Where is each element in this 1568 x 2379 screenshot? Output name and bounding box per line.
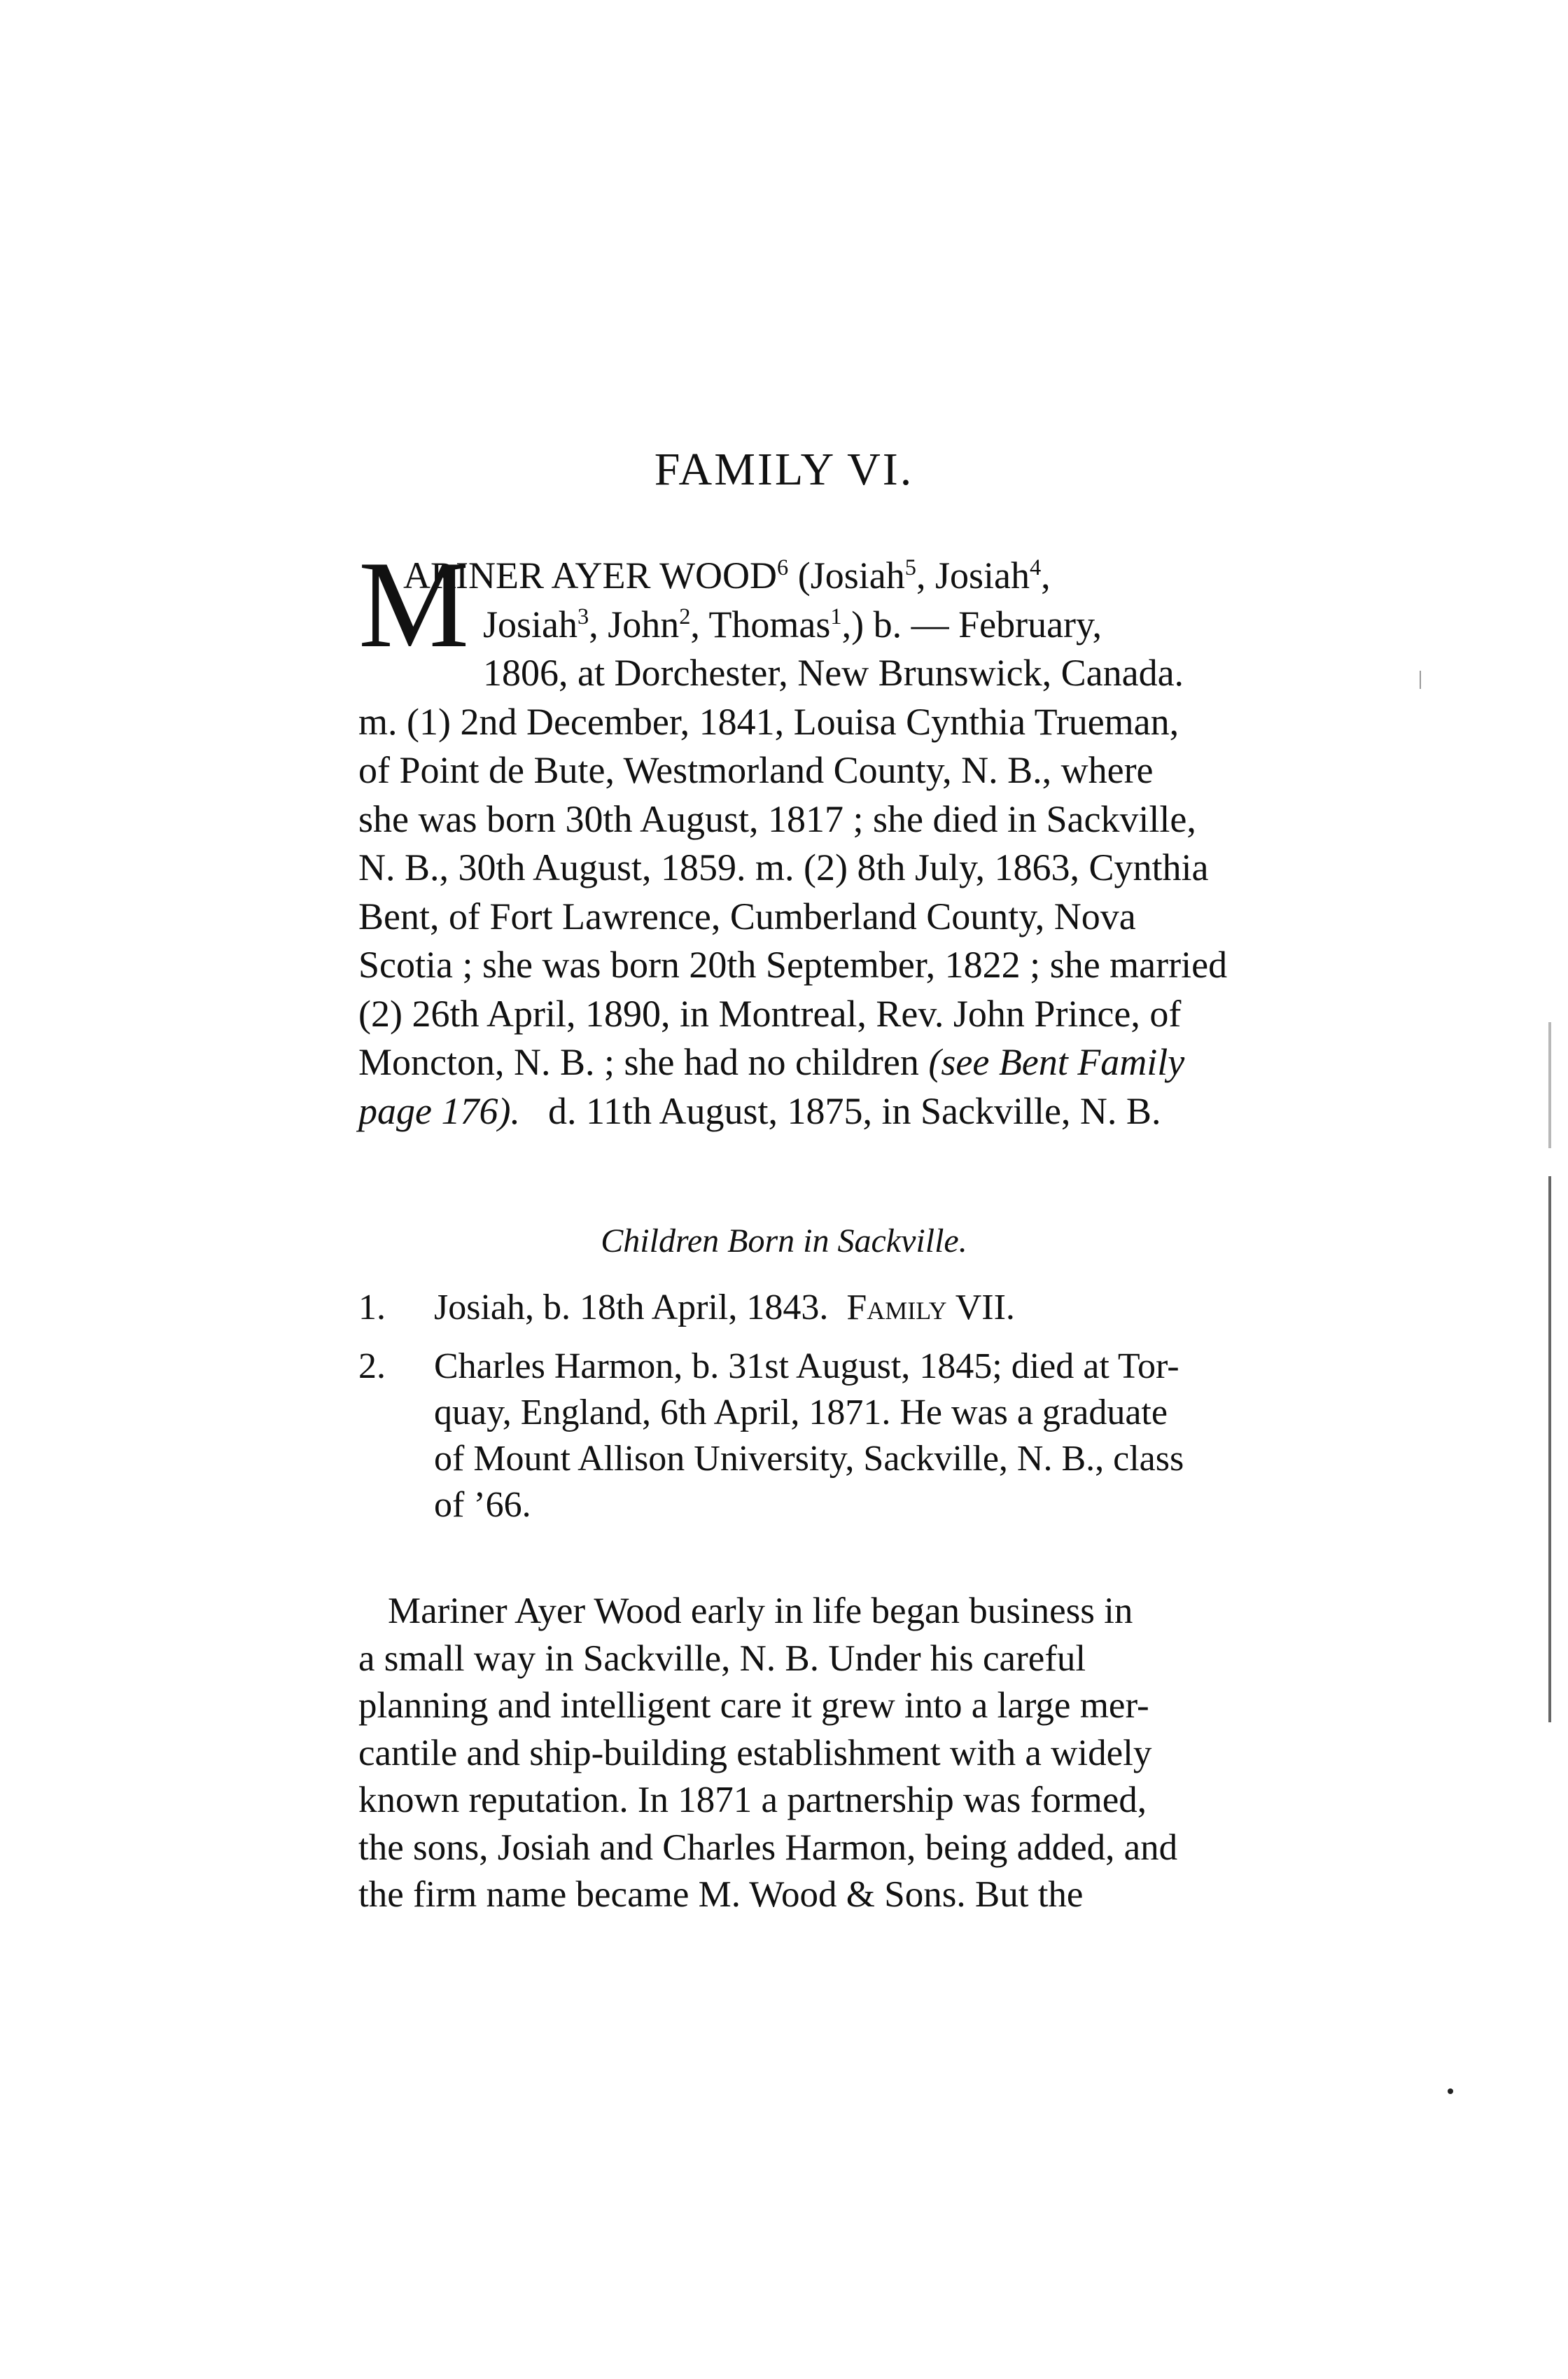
entry-line-5-text: of Point de Bute, Westmorland County, N. B., where	[358, 749, 1154, 791]
entry-line-10	[358, 990, 1338, 1039]
drop-cap: M	[358, 535, 470, 674]
entry-line-2-text: Josiah$^3$, John$^2$, Thomas$^1$,) b. — February,	[483, 603, 1102, 646]
entry-line-6	[358, 795, 1338, 844]
entry-line-3-text: 1806, at Dorchester, New Brunswick, Canada.	[483, 652, 1184, 694]
entry-line-1-text: ARINER AYER WOOD$^6$ (Josiah$^5$, Josiah$^4$,	[403, 554, 1051, 597]
scan-speck	[1448, 2088, 1453, 2094]
list-item-line: of Mount Allison University, Sackville, N. B., class	[434, 1439, 1184, 1479]
entry-line-5	[358, 746, 1338, 795]
paragraph-line: known reputation. In 1871 a partnership was formed,	[358, 1780, 1147, 1820]
narrative-paragraph	[358, 1588, 1338, 1919]
entry-line-11	[358, 1038, 1338, 1087]
entry-line-8-text: Bent, of Fort Lawrence, Cumberland County, Nova	[358, 895, 1136, 937]
entry-line-7-text: N. B., 30th August, 1859. m. (2) 8th July, 1863, Cynthia	[358, 846, 1209, 888]
list-item	[358, 1285, 1338, 1331]
list-item-text: Josiah, b. 18th April, 1843. Family VII.	[434, 1285, 1338, 1331]
entry-line-4	[358, 698, 1338, 747]
entry-line-6-text: she was born 30th August, 1817 ; she died in Sackville,	[358, 797, 1196, 840]
scan-mark	[1420, 671, 1421, 689]
entry-line-9	[358, 941, 1338, 990]
scan-edge-shadow	[1548, 1022, 1551, 1148]
paragraph-line: planning and intelligent care it grew into a large mer-	[358, 1685, 1149, 1726]
bent-family-reference: (see Bent Family	[928, 1041, 1185, 1083]
entry-line-1	[358, 552, 1338, 601]
list-item-number: 2.	[358, 1346, 386, 1386]
entry-line-2	[358, 601, 1338, 650]
children-list	[358, 1285, 1338, 1541]
family-entry	[358, 535, 1338, 1136]
paragraph-line: the firm name became M. Wood & Sons. But the	[358, 1874, 1084, 1915]
death-record: d. 11th August, 1875, in Sackville, N. B.	[547, 1089, 1161, 1132]
paragraph-line: cantile and ship-building establishment with a widely	[358, 1732, 1152, 1773]
entry-line-3	[358, 649, 1338, 698]
entry-line-11-text: Moncton, N. B. ; she had no children (see Bent Family	[358, 1041, 1185, 1083]
entry-line-12	[358, 1087, 1338, 1136]
list-item	[358, 1344, 1338, 1528]
scan-edge-shadow	[1548, 1176, 1551, 1722]
list-item-line: of ’66.	[434, 1485, 531, 1525]
children-heading: Children Born in Sackville.	[601, 1222, 967, 1260]
page-reference: page 176).	[358, 1089, 520, 1132]
entry-line-8	[358, 893, 1338, 942]
entry-line-7	[358, 844, 1338, 893]
list-item-number: 1.	[358, 1288, 386, 1327]
family-reference: Family VII.	[846, 1288, 1015, 1327]
list-item-line: quay, England, 6th April, 1871. He was a graduate	[434, 1393, 1168, 1432]
paragraph-line: Mariner Ayer Wood early in life began business in	[388, 1591, 1133, 1631]
paragraph-line: a small way in Sackville, N. B. Under his careful	[358, 1638, 1086, 1679]
entry-line-10-text: (2) 26th April, 1890, in Montreal, Rev. John Prince, of	[358, 992, 1182, 1035]
paragraph-line: the sons, Josiah and Charles Harmon, being added, and	[358, 1827, 1178, 1868]
page-title: FAMILY VI.	[654, 444, 914, 495]
entry-line-4-text: m. (1) 2nd December, 1841, Louisa Cynthia Trueman,	[358, 700, 1180, 743]
list-item-line: Charles Harmon, b. 31st August, 1845; died at Tor-	[434, 1346, 1180, 1386]
entry-line-9-text: Scotia ; she was born 20th September, 1822 ; she married	[358, 944, 1228, 986]
